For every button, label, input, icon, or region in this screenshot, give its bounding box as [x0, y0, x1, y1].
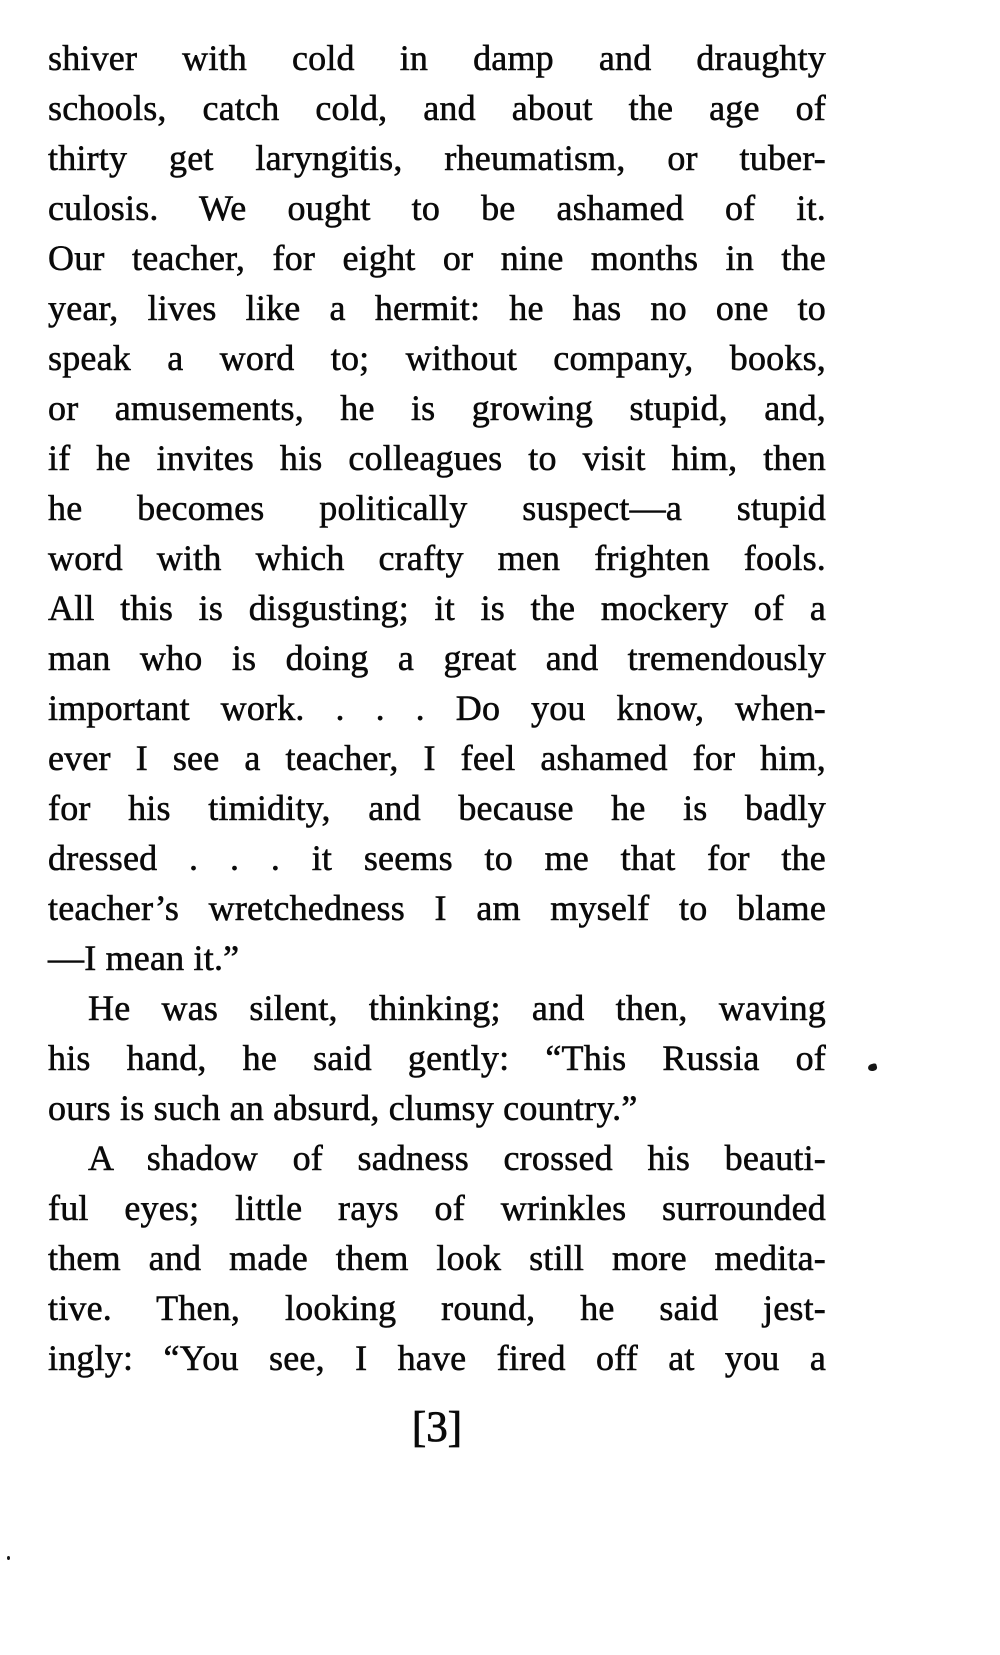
text-line: culosis. We ought to be ashamed of it.: [48, 188, 826, 228]
text-line: for his timidity, and because he is badly: [48, 788, 826, 828]
text-line: important work. . . . Do you know, when-: [48, 688, 826, 728]
page-number: [3]: [411, 1404, 463, 1451]
text-line: dressed . . . it seems to me that for the: [48, 838, 826, 878]
text-line: tive. Then, looking round, he said jest-: [48, 1288, 826, 1328]
text-line: shiver with cold in damp and draughty: [48, 38, 826, 78]
text-line: ever I see a teacher, I feel ashamed for him,: [48, 738, 826, 778]
text-line-paragraph-start: A shadow of sadness crossed his beauti-: [88, 1138, 826, 1178]
text-line: man who is doing a great and tremendously: [48, 638, 826, 678]
text-line: ingly: “You see, I have fired off at you a: [48, 1338, 826, 1378]
text-line: teacher’s wretchedness I am myself to blame: [48, 888, 826, 928]
text-line: speak a word to; without company, books,: [48, 338, 826, 378]
text-line: thirty get laryngitis, rheumatism, or tuber-: [48, 138, 826, 178]
text-line: or amusements, he is growing stupid, and,: [48, 388, 826, 428]
text-line: All this is disgusting; it is the mockery of a: [48, 588, 826, 628]
ink-speck: [867, 1063, 878, 1072]
text-line: if he invites his colleagues to visit him, then: [48, 438, 826, 478]
text-line: Our teacher, for eight or nine months in the: [48, 238, 826, 278]
text-line: word with which crafty men frighten fools.: [48, 538, 826, 578]
text-line: his hand, he said gently: “This Russia of: [48, 1038, 826, 1078]
text-line: ful eyes; little rays of wrinkles surrounded: [48, 1188, 826, 1228]
text-line: year, lives like a hermit: he has no one to: [48, 288, 826, 328]
text-line: he becomes politically suspect—a stupid: [48, 488, 826, 528]
ink-speck: [7, 1556, 10, 1560]
text-line: schools, catch cold, and about the age of: [48, 88, 826, 128]
text-line: them and made them look still more medita-: [48, 1238, 826, 1278]
text-line-paragraph-end: —I mean it.”: [48, 938, 240, 978]
text-line-paragraph-start: He was silent, thinking; and then, waving: [88, 988, 826, 1028]
body-text: [48, 33, 826, 1383]
text-line-paragraph-end: ours is such an absurd, clumsy country.”: [48, 1088, 638, 1128]
